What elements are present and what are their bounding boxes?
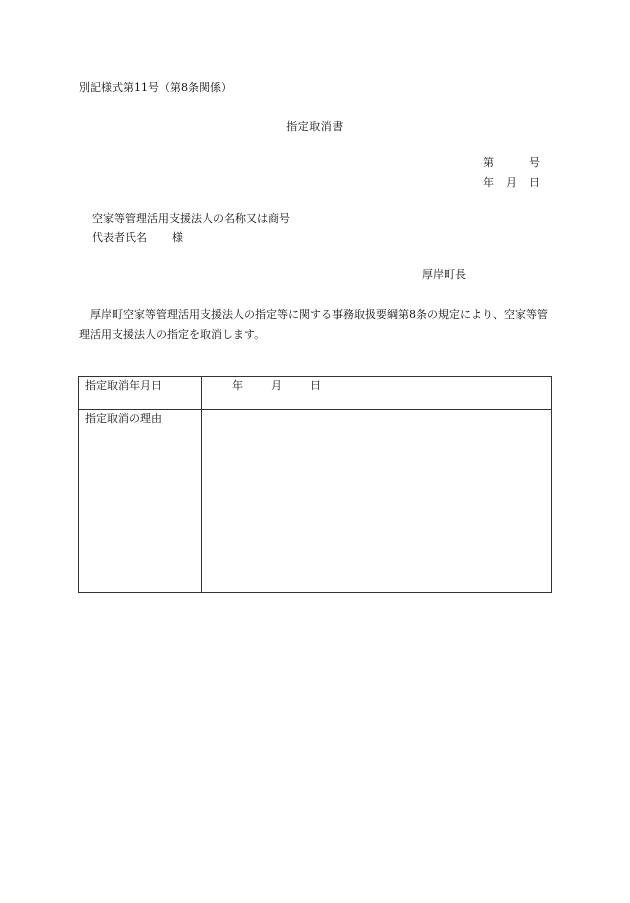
form-number: 別記様式第11号（第8条関係）: [79, 81, 232, 94]
cancel-date-year: 年: [232, 379, 243, 392]
recipient-corporation-name: 空家等管理活用支援法人の名称又は商号: [92, 212, 290, 225]
doc-number-prefix: 第: [483, 156, 494, 169]
cancel-reason-value: [202, 410, 552, 593]
table-row-cancel-reason: [79, 410, 552, 593]
cancel-date-month: 月: [271, 379, 282, 392]
doc-number-suffix: 号: [529, 156, 540, 169]
body-paragraph: [79, 305, 557, 345]
issuer-name: 厚岸町長: [422, 268, 466, 281]
cancellation-table: [78, 376, 552, 593]
issue-date-month: 月: [506, 176, 517, 189]
recipient-honorific: 様: [172, 231, 183, 244]
issue-date-day: 日: [529, 176, 540, 189]
recipient-representative-label: 代表者氏名: [92, 231, 147, 244]
document-title: 指定取消書: [286, 120, 344, 133]
cancel-reason-label: 指定取消の理由: [79, 410, 202, 593]
issue-date-year: 年: [483, 176, 494, 189]
cancel-date-value: [202, 377, 552, 410]
body-text: 厚岸町空家等管理活用支援法人の指定等に関する事務取扱要綱第8条の規定により、空家等管理活用支援法人の指定を取消します。: [79, 308, 548, 341]
table-row-cancel-date: [79, 377, 552, 410]
cancel-date-day: 日: [310, 379, 321, 392]
cancel-date-label: 指定取消年月日: [79, 377, 202, 410]
